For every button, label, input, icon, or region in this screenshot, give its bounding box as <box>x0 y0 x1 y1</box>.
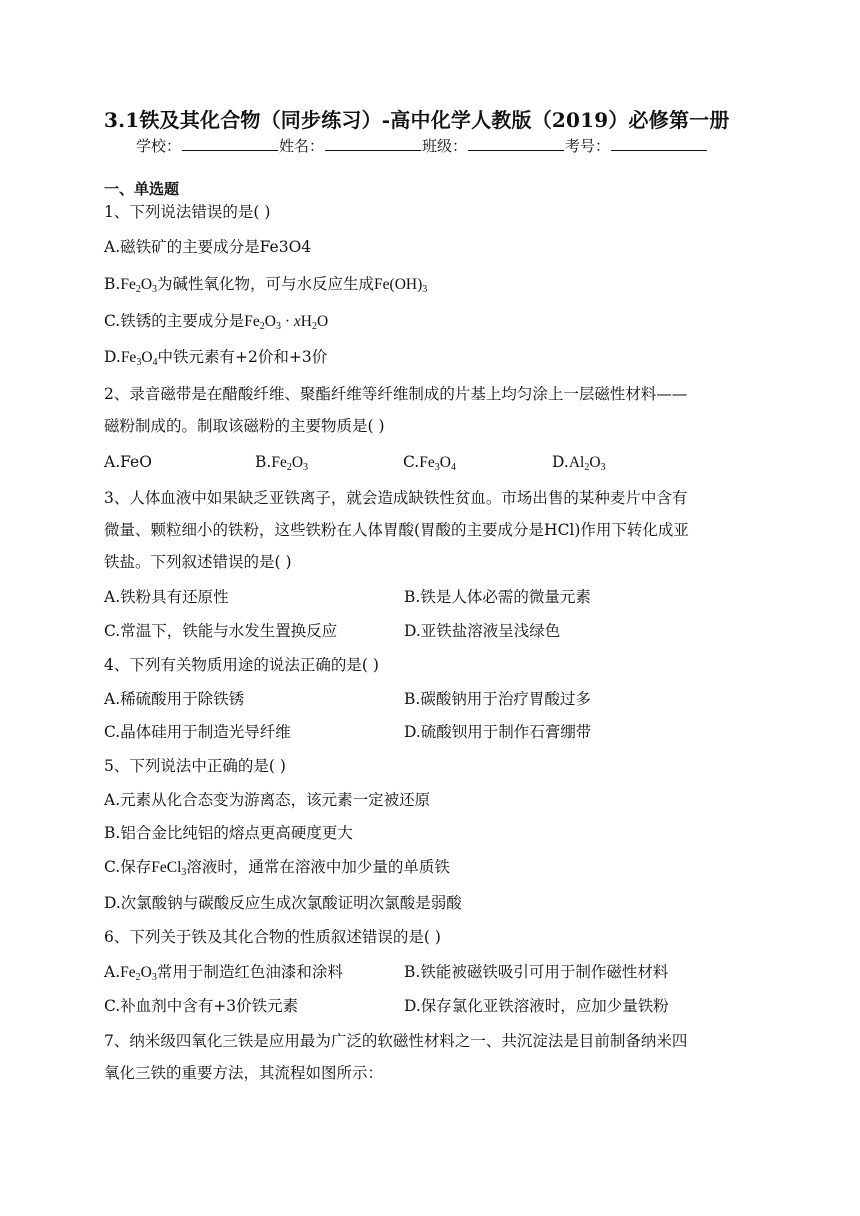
formula-al2o3: $Al_2O_3$ <box>568 454 606 473</box>
q5-option-c-prefix: C.保存 <box>104 858 152 876</box>
q1-option-b-text: 为碱性氧化物，可与水反应生成 <box>157 275 375 293</box>
q1-option-b[interactable] <box>104 274 427 295</box>
q3-option-b[interactable]: B.铁是人体必需的微量元素 <box>404 588 591 606</box>
formula-fecl3: FeCl$_3$ <box>151 859 187 878</box>
name-blank[interactable] <box>325 150 421 151</box>
formula-fe3o4: $Fe_3O_4$ <box>419 454 456 473</box>
section-heading: 一、单选题 <box>104 180 180 198</box>
q4-option-b[interactable]: B.碳酸钠用于治疗胃酸过多 <box>404 690 591 708</box>
student-info-row <box>136 135 708 156</box>
q2-option-c[interactable] <box>403 452 456 473</box>
class-blank[interactable] <box>468 150 564 151</box>
q1-option-d-text: 中铁元素有+2价和+3价 <box>157 348 328 366</box>
q7-stem-line-1: 7、纳米级四氧化三铁是应用最为广泛的软磁性材料之一、共沉淀法是目前制备纳米四 <box>104 1032 688 1050</box>
q2-option-d-letter: D. <box>552 453 569 471</box>
q1-stem: 1、下列说法错误的是( ) <box>104 203 271 221</box>
q1-option-a-text: A.磁铁矿的主要成分是Fe3O4 <box>104 238 312 256</box>
q4-option-a[interactable]: A.稀硫酸用于除铁锈 <box>104 690 245 708</box>
q2-option-d[interactable] <box>552 452 606 473</box>
class-label: 班级： <box>422 137 468 155</box>
q2-stem-line-1: 2、录音磁带是在醋酸纤维、聚酯纤维等纤维制成的片基上均匀涂上一层磁性材料—— <box>104 385 688 403</box>
q6-option-b[interactable]: B.铁能被磁铁吸引可用于制作磁性材料 <box>404 963 669 981</box>
q5-option-a[interactable]: A.元素从化合态变为游离态，该元素一定被还原 <box>104 791 431 809</box>
q5-stem: 5、下列说法中正确的是( ) <box>104 757 286 775</box>
q4-option-c[interactable]: C.晶体硅用于制造光导纤维 <box>104 723 291 741</box>
exam-number-label: 考号： <box>565 137 611 155</box>
q1-option-a[interactable] <box>104 237 311 257</box>
q2-stem-line-2: 磁粉制成的。制取该磁粉的主要物质是( ) <box>104 417 385 435</box>
q1-option-d-letter: D. <box>104 348 121 366</box>
q6-option-a-text: 常用于制造红色油漆和涂料 <box>156 963 343 981</box>
q5-option-d[interactable]: D.次氯酸钠与碳酸反应生成次氯酸证明次氯酸是弱酸 <box>104 894 462 912</box>
q4-option-d[interactable]: D.硫酸钡用于制作石膏绷带 <box>404 723 592 741</box>
formula-fe-oh-3: $Fe(OH)_3$ <box>374 276 428 295</box>
q7-stem-line-2: 氧化三铁的重要方法，其流程如图所示： <box>104 1064 384 1082</box>
q2-option-c-letter: C. <box>403 453 420 471</box>
name-label: 姓名： <box>279 137 325 155</box>
formula-fe2o3: $Fe_2O_3$ <box>271 454 309 473</box>
school-label: 学校： <box>136 137 182 155</box>
q6-option-c[interactable]: C.补血剂中含有+3价铁元素 <box>104 997 299 1015</box>
q5-option-c[interactable] <box>104 857 450 878</box>
q6-option-a[interactable] <box>104 962 343 983</box>
q2-option-b[interactable] <box>255 452 308 473</box>
q1-option-b-letter: B. <box>104 275 121 293</box>
q2-option-a[interactable] <box>104 452 152 472</box>
exam-number-blank[interactable] <box>611 150 707 151</box>
q5-option-c-text: 溶液时，通常在溶液中加少量的单质铁 <box>186 858 450 876</box>
formula-fe2o3: $Fe_2O_3$ <box>120 276 158 295</box>
formula-fe2o3: $Fe_2O_3$ <box>120 964 157 983</box>
formula-fe3o4: $Fe_3O_4$ <box>120 349 158 368</box>
q2-option-b-letter: B. <box>255 453 272 471</box>
q3-stem-line-3: 铁盐。下列叙述错误的是( ) <box>104 553 292 571</box>
q6-stem: 6、下列关于铁及其化合物的性质叙述错误的是( ) <box>104 928 441 946</box>
q6-option-a-letter: A. <box>104 963 121 981</box>
q4-stem: 4、下列有关物质用途的说法正确的是( ) <box>104 656 379 674</box>
formula-rust: $Fe_2O_3 \cdot xH_2O$ <box>244 313 329 332</box>
q3-option-c[interactable]: C.常温下，铁能与水发生置换反应 <box>104 622 338 640</box>
q5-option-b[interactable]: B.铝合金比纯铝的熔点更高硬度更大 <box>104 824 353 842</box>
q1-option-c-text: C.铁锈的主要成分是 <box>104 312 245 330</box>
school-blank[interactable] <box>182 150 278 151</box>
q1-option-c[interactable] <box>104 311 328 332</box>
q6-option-d[interactable]: D.保存氯化亚铁溶液时，应加少量铁粉 <box>404 997 669 1015</box>
q3-option-a[interactable]: A.铁粉具有还原性 <box>104 588 229 606</box>
q2-option-a-text: A.FeO <box>104 453 152 471</box>
page-title: 3.1铁及其化合物（同步练习）-高中化学人教版（2019）必修第一册 <box>104 108 730 132</box>
q3-stem-line-2: 微量、颗粒细小的铁粉，这些铁粉在人体胃酸(胃酸的主要成分是HCl)作用下转化成亚 <box>104 521 689 539</box>
q1-option-d[interactable] <box>104 347 327 368</box>
q3-stem-line-1: 3、人体血液中如果缺乏亚铁离子，就会造成缺铁性贫血。市场出售的某种麦片中含有 <box>104 489 688 507</box>
q3-option-d[interactable]: D.亚铁盐溶液呈浅绿色 <box>404 622 561 640</box>
